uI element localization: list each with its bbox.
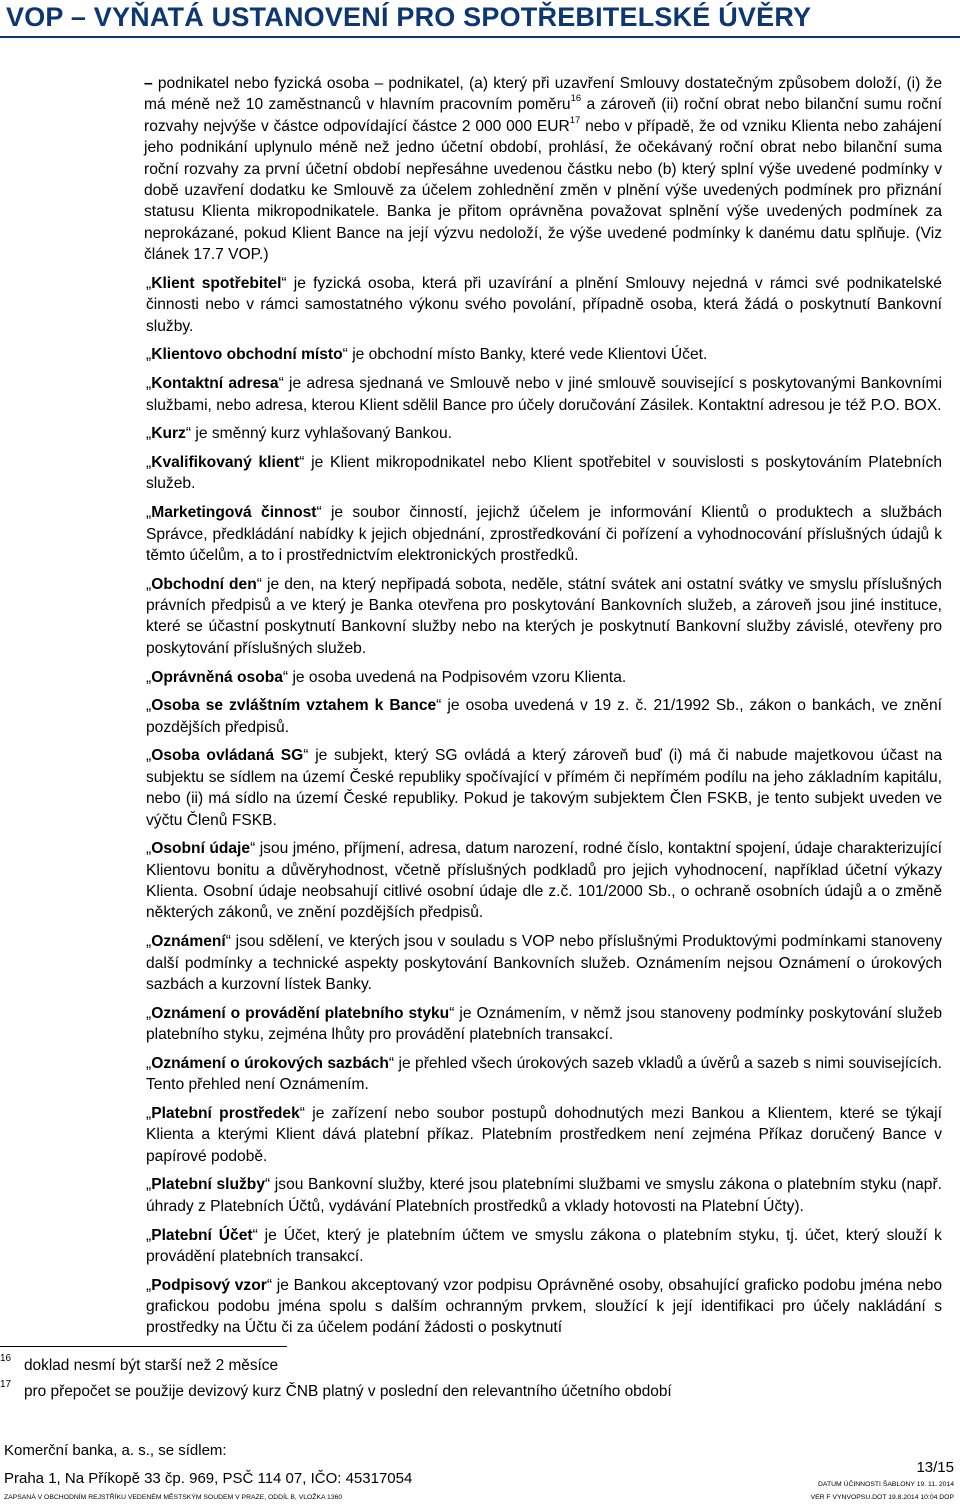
definition-item — [146, 1275, 942, 1339]
open-quote: „ — [146, 840, 152, 858]
definition-term: Klient spotřebitel — [151, 274, 282, 292]
close-quote: “ — [185, 425, 192, 443]
definition-text: je osoba uvedená na Podpisovém vzoru Klienta. — [288, 668, 627, 686]
document-body — [146, 73, 942, 1346]
close-quote: “ — [265, 1176, 271, 1194]
definition-term: Oznámení o úrokových sazbách — [151, 1054, 389, 1072]
intro-dash: – — [144, 75, 153, 92]
definition-item — [146, 373, 942, 416]
definition-text: je den, na který nepřipadá sobota, neděle, státní svátek ani ostatní svátky ve smyslu příslušných právních předpisů a ve který je Banka otevřena pro poskytování Bankovních služeb, a zároveň jsou jiné instituce, které se účastní poskytnutí Bankovní služby nebo na kterých je poskytnutí Bankovní služby závislé, otevřeny pro poskytování příslušných služeb. — [146, 575, 942, 657]
definition-text: je subjekt, který SG ovládá a který zároveň buď (i) má či nabude majetkovou účast na subjektu se sídlem na území České republiky spočívající v přímém či nepřímém podílu na jeho základním kapitálu, nebo (ii) má sídlo na území České republiky. Pokud je takovým subjektem Člen FSKB, je tento subjekt uveden ve výčtu Členů FSKB. — [146, 747, 942, 829]
definition-term: Oprávněná osoba — [151, 668, 283, 686]
footnote-ref-16[interactable]: 16 — [570, 93, 582, 105]
definition-item — [146, 838, 942, 924]
definition-text: je Klient mikropodnikatel nebo Klient spotřebitel v souvislosti s poskytováním Platebních služeb. — [146, 453, 942, 493]
footnote-16 — [0, 1353, 278, 1375]
definition-term: Osoba se zvláštním vztahem k Bance — [151, 697, 437, 715]
header-rule — [0, 36, 960, 38]
close-quote: “ — [299, 453, 305, 471]
definition-item — [146, 695, 942, 738]
open-quote: „ — [146, 697, 152, 715]
definition-term: Kurz — [151, 425, 186, 443]
definition-item — [146, 1174, 942, 1217]
close-quote: “ — [316, 504, 322, 522]
intro-text-1: podnikatel nebo fyzická osoba – podnikatel, (a) který při uzavření Smlouvy dostatečným způsobem doloží, (i) že má méně než 10 zaměstnanců v hlavním pracovním poměru — [144, 75, 942, 114]
open-quote: „ — [146, 1276, 152, 1294]
definition-term: Oznámení o provádění platebního styku — [151, 1004, 450, 1022]
definition-item — [146, 574, 942, 660]
definition-term: Marketingová činnost — [151, 504, 317, 522]
definition-text: je Oznámením, v němž jsou stanoveny podmínky poskytování služeb platebního styku, zejména lhůty pro provádění platebních transakcí. — [146, 1004, 943, 1044]
close-quote: “ — [299, 1104, 305, 1122]
footnote-17 — [0, 1379, 672, 1401]
footer-registry: ZAPSANÁ V OBCHODNÍM REJSTŘÍKU VEDENÉM MĚSTSKÝM SOUDEM V PRAZE, ODDÍL B, VLOŽKA 1360 — [4, 1494, 343, 1501]
definition-text: je směnný kurz vyhlašovaný Bankou. — [191, 425, 452, 443]
definition-item — [146, 344, 942, 365]
open-quote: „ — [146, 1054, 152, 1072]
open-quote: „ — [146, 668, 152, 686]
definition-text: je osoba uvedená v 19 z. č. 21/1992 Sb., zákon o bankách, ve znění pozdějších předpisů. — [146, 697, 942, 736]
close-quote: “ — [282, 668, 289, 686]
page-number: 13/15 — [916, 1459, 954, 1476]
definition-term: Kvalifikovaný klient — [151, 453, 300, 471]
open-quote: „ — [146, 1176, 152, 1194]
definition-item — [146, 273, 942, 337]
definition-text: je fyzická osoba, která při uzavírání a plnění Smlouvy nejedná v rámci své podnikatelské činnosti nebo v rámci samostatného výkonu svého povolání, případně osoba, která žádá o poskytnutí Bankovní služby. — [146, 274, 942, 335]
close-quote: “ — [278, 375, 284, 393]
definition-text: je adresa sjednaná ve Smlouvě nebo v jiné smlouvě související s poskytovanými Bankovními službami, nebo adresa, kterou Klient sdělil Bance pro účely doručování Zásilek. Kontaktní adresou je též P.O. BOX. — [146, 375, 942, 414]
close-quote: “ — [449, 1004, 455, 1022]
open-quote: „ — [146, 1104, 152, 1122]
open-quote: „ — [146, 747, 152, 765]
definition-term: Osobní údaje — [151, 840, 251, 858]
close-quote: “ — [250, 840, 256, 858]
definition-term: Platební služby — [151, 1176, 265, 1194]
close-quote: “ — [436, 697, 442, 715]
definition-text: je Účet, který je platebním účtem ve smyslu zákona o platebním styku, tj. účet, který slouží k provádění platebních transakcí. — [146, 1226, 942, 1265]
open-quote: „ — [146, 933, 152, 951]
footnote-number: 17 — [0, 1379, 12, 1390]
intro-paragraph — [144, 73, 942, 266]
definition-term: Podpisový vzor — [151, 1276, 267, 1294]
intro-text-2: a zároveň (ii) roční obrat nebo bilanční sumu roční rozvahy nejvýše v částce odpovídající částce 2 000 000 EUR — [144, 96, 942, 135]
close-quote: “ — [303, 747, 309, 765]
definition-text: je přehled všech úrokových sazeb vkladů a úvěrů a sazeb s nimi souvisejících. Tento přehled není Oznámením. — [146, 1054, 942, 1094]
definitions-list — [146, 273, 942, 1339]
definition-term: Obchodní den — [151, 575, 257, 593]
open-quote: „ — [146, 1004, 152, 1022]
definition-text: jsou sdělení, ve kterých jsou v souladu s VOP nebo příslušnými Produktovými podmínkami stanoveny další podmínky a technické aspekty poskytování Bankovních služeb. Oznámením nejsou Oznámení o úrokových sazbách a kurzovní lístek Banky. — [146, 933, 942, 993]
definition-item — [146, 667, 942, 688]
document-title: VOP – VYŇATÁ USTANOVENÍ PRO SPOTŘEBITELSKÉ ÚVĚRY — [6, 2, 812, 32]
definition-text: jsou jméno, příjmení, adresa, datum narození, rodné číslo, kontaktní spojení, údaje charakterizující Klientovu bonitu a důvěryhodnost, včetně příslušných podkladů pro jejich vyhodnocení, například účetní výkazy Klienta. Osobní údaje neobsahují citlivé osobní údaje dle z.č. 101/2000 Sb., o ochraně osobních údajů a o změně některých zákonů, ve znění pozdějších předpisů. — [146, 840, 942, 922]
open-quote: „ — [146, 453, 152, 471]
footnote-text: doklad nesmí být starší než 2 měsíce — [24, 1357, 279, 1374]
open-quote: „ — [146, 274, 152, 292]
footer-address: Praha 1, Na Příkopě 33 čp. 969, PSČ 114 07, IČO: 45317054 — [4, 1470, 413, 1487]
close-quote: “ — [225, 933, 231, 951]
open-quote: „ — [146, 575, 152, 593]
definition-item — [146, 452, 942, 495]
definition-text: je zařízení nebo soubor postupů dohodnutých mezi Bankou a Klientem, které se týkají Klienta a kterými Klient dává platební příkaz. Platebním prostředkem není zejména Příkaz doručený Bance v papírové podobě. — [146, 1104, 942, 1165]
footer-company: Komerční banka, a. s., se sídlem: — [4, 1442, 227, 1459]
open-quote: „ — [146, 346, 152, 364]
footnote-ref-17[interactable]: 17 — [569, 114, 581, 126]
footnote-number: 16 — [0, 1353, 12, 1364]
definition-term: Platební prostředek — [151, 1104, 300, 1122]
definition-term: Oznámení — [151, 933, 226, 951]
definition-text: je Bankou akceptovaný vzor podpisu Oprávněné osoby, obsahující graficko podobu jména nebo grafickou podobu jména spolu s dalším ochranným prvkem, sloužící k její identifikaci pro účely nakládání s prostředky na Účtu či za účelem podání žádosti o poskytnutí — [146, 1276, 942, 1337]
open-quote: „ — [146, 504, 152, 522]
definition-text: je obchodní místo Banky, které vede Klientovi Účet. — [347, 346, 708, 364]
close-quote: “ — [388, 1054, 395, 1072]
open-quote: „ — [146, 1226, 152, 1244]
definition-text: je soubor činností, jejichž účelem je informování Klientů o produktech a službách Správce, předkládání nabídky k jejich objednání, zprostředkování či pořízení a vyhodnocování příslušných údajů k těmto účelům, a to i prostřednictvím elektronických prostředků. — [146, 504, 942, 564]
definition-term: Klientovo obchodní místo — [151, 346, 343, 364]
intro-text-3: nebo v případě, že od vzniku Klienta nebo zahájení jeho podnikání uplynulo méně než jedno účetní období, prohlásí, že očekávaný roční obrat nebo bilanční suma roční rozvahy za první účetní období nepřesáhne uvedenou částku nebo (b) který splní výše uvedené podmínky v době uzavření dodatku ke Smlouvě za účelem zohlednění změn v plnění výše uvedených podmínek pro přiznání statusu Klienta mikropodnikatele. Banka je přitom oprávněna považovat splnění výše uvedených podmínek za neprokázané, pokud Klient Bance na její výzvu nedoloží, že výše uvedené podmínky k danému datu splňuje. (Viz článek 17.7 VOP.) — [144, 117, 942, 264]
definition-term: Platební Účet — [151, 1226, 253, 1244]
definition-item — [146, 1103, 942, 1167]
definition-item — [146, 502, 942, 566]
definition-item — [146, 423, 942, 444]
definition-item — [146, 1225, 942, 1268]
definition-item — [146, 1003, 942, 1046]
close-quote: “ — [342, 346, 348, 364]
close-quote: “ — [256, 575, 262, 593]
close-quote: “ — [281, 274, 287, 292]
definition-term: Kontaktní adresa — [151, 375, 279, 393]
definition-item — [146, 1053, 942, 1096]
definition-text: jsou Bankovní služby, které jsou platebními službami ve smyslu zákona o platebním styku (např. úhrady z Platebních Účtů, vydávání Platebních prostředků a vklady hotovosti na Platební Účty). — [146, 1176, 942, 1215]
definition-item — [146, 745, 942, 831]
definition-item — [146, 931, 942, 995]
close-quote: “ — [252, 1226, 258, 1244]
page-header — [0, 0, 960, 37]
footnote-rule — [0, 1346, 287, 1347]
close-quote: “ — [266, 1276, 273, 1294]
footnote-text: pro přepočet se použije devizový kurz ČNB platný v poslední den relevantního účetního období — [24, 1383, 672, 1400]
definition-term: Osoba ovládaná SG — [151, 747, 304, 765]
footer-validity: DATUM ÚČINNOSTI ŠABLONY 19. 11. 2014 — [818, 1481, 954, 1488]
open-quote: „ — [146, 375, 152, 393]
open-quote: „ — [146, 425, 152, 443]
footer-version: VER F VYNVOPSU.DOT 19.8.2014 10:04 DOP — [810, 1494, 954, 1501]
